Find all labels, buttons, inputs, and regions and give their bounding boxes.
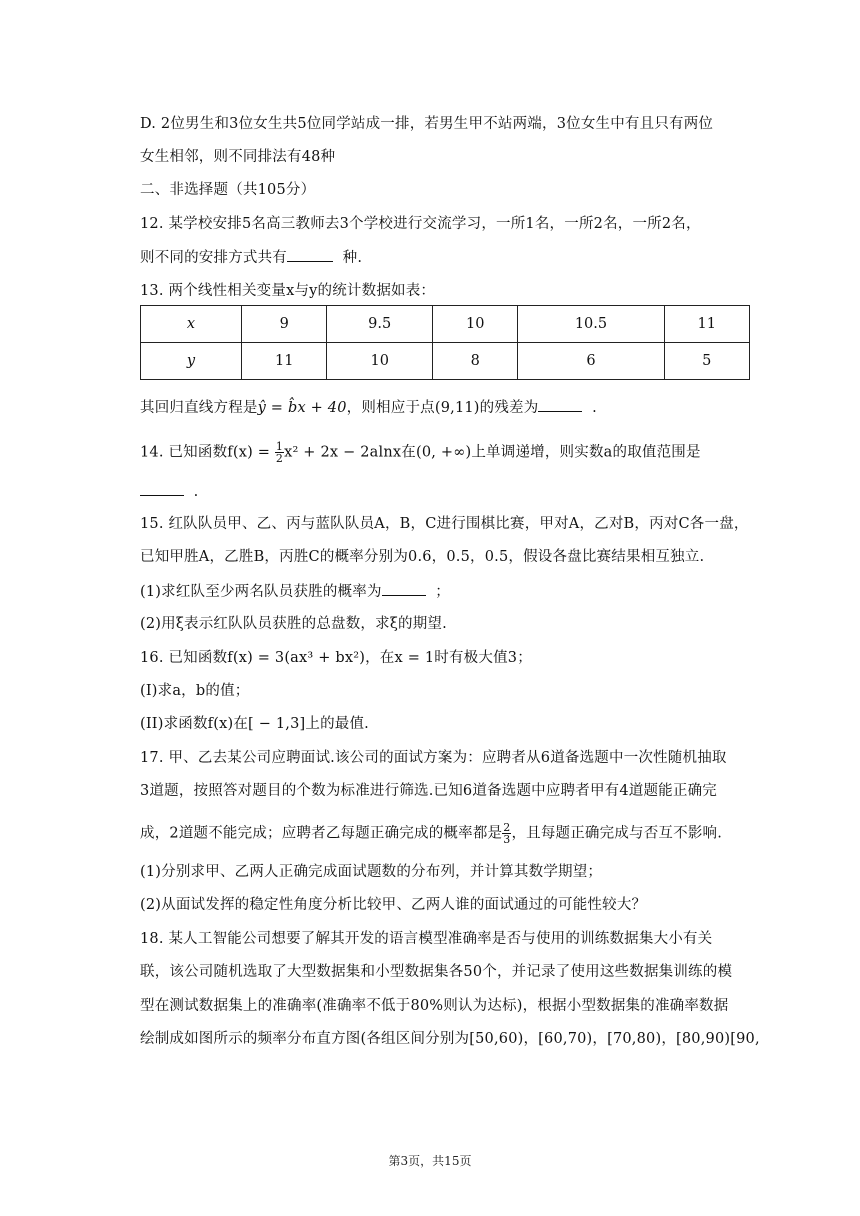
- q17-line-3: [140, 822, 722, 845]
- table-cell: 6: [518, 343, 664, 380]
- q14-text-2: x² + 2x − 2alnx在(0, +∞)上单调递增，则实数a的取值范围是: [284, 444, 701, 461]
- q16-line-1: 16. 已知函数f(x) = 3(ax³ + bx²)，在x = 1时有极大值3；: [140, 650, 532, 666]
- table-header-x: x: [141, 306, 242, 343]
- fraction-numerator: 2: [503, 821, 511, 834]
- option-d-line-1: D. 2位男生和3位女生共5位同学站成一排，若男生甲不站两端，3位女生中有且只有两位: [140, 116, 714, 132]
- option-d-line-2: 女生相邻，则不同排法有48种: [140, 149, 336, 165]
- fraction-denominator: 3: [503, 833, 511, 846]
- q17-line-1: 17. 甲、乙去某公司应聘面试.该公司的面试方案为：应聘者从6道备选题中一次性随机抽取: [140, 750, 727, 766]
- data-table: [140, 305, 750, 380]
- table-row-y: [141, 343, 750, 380]
- q12-line-1: 12. 某学校安排5名高三教师去3个学校进行交流学习，一所1名，一所2名，一所2名，: [140, 216, 701, 232]
- q15-part1-text: (1)求红队至少两名队员获胜的概率为: [140, 584, 382, 600]
- q15-line-3: [140, 581, 450, 602]
- page-footer: 第3页，共15页: [388, 1154, 472, 1168]
- q18-line-2: 联，该公司随机选取了大型数据集和小型数据集各50个，并记录了使用这些数据集训练的模: [140, 964, 733, 980]
- q16-line-2: (I)求a，b的值；: [140, 683, 250, 699]
- q13-answer-blank: [538, 397, 582, 412]
- q12-end: 种.: [342, 250, 363, 266]
- q13-reg-text: 其回归直线方程是: [140, 400, 258, 416]
- table-cell: 11: [664, 306, 749, 343]
- q14-line-2: [140, 481, 198, 502]
- q14-answer-blank: [140, 481, 184, 496]
- q12-line-2: [140, 247, 362, 268]
- fraction-half: [275, 441, 284, 464]
- q17-line-2: 3道题，按照答对题目的个数为标准进行筛选.已知6道备选题中应聘者甲有4道题能正确完: [140, 783, 717, 799]
- q17-text: 成，2道题不能完成；应聘者乙每题正确完成的概率都是: [140, 825, 503, 842]
- q13-regression-line: [140, 397, 597, 418]
- q15-line-1: 15. 红队队员甲、乙、丙与蓝队队员A，B，C进行围棋比赛，甲对A，乙对B，丙对C各一盘，: [140, 516, 749, 532]
- q18-line-3: 型在测试数据集上的准确率(准确率不低于80%则认为达标)，根据小型数据集的准确率数据: [140, 998, 729, 1014]
- table-header-y: y: [141, 343, 242, 380]
- fraction-denominator: 2: [275, 452, 284, 465]
- table-cell: 9.5: [327, 306, 433, 343]
- q18-line-4: 绘制成如图所示的频率分布直方图(各组区间分别为[50,60)，[60,70)，[70,80)，[80,90)[90,: [140, 1031, 760, 1047]
- table-row-x: [141, 306, 750, 343]
- q14-end: .: [193, 484, 199, 500]
- q12-answer-blank: [287, 247, 333, 262]
- q12-text: 则不同的安排方式共有: [140, 250, 287, 266]
- regression-formula: ŷ = b̂x + 40: [257, 400, 347, 416]
- q13-reg-text-2: ，则相应于点(9,11)的残差为: [346, 400, 539, 416]
- fraction-numerator: 1: [275, 440, 284, 453]
- table-cell: 5: [664, 343, 749, 380]
- q14-text: 14. 已知函数f(x) =: [140, 444, 275, 461]
- q15-part1-end: ；: [435, 584, 450, 600]
- q17-line-5: (2)从面试发挥的稳定性角度分析比较甲、乙两人谁的面试通过的可能性较大？: [140, 897, 647, 913]
- table-cell: 10.5: [518, 306, 664, 343]
- table-cell: 9: [242, 306, 327, 343]
- section-title: 二、非选择题（共105分）: [140, 182, 316, 198]
- q15-line-2: 已知甲胜A，乙胜B，丙胜C的概率分别为0.6，0.5，0.5，假设各盘比赛结果相互独立.: [140, 549, 705, 565]
- table-cell: 8: [433, 343, 518, 380]
- q14-line-1: [140, 441, 701, 464]
- q17-text-2: ，且每题正确完成与否互不影响.: [511, 825, 723, 842]
- q15-answer-blank: [382, 581, 426, 596]
- q18-line-1: 18. 某人工智能公司想要了解其开发的语言模型准确率是否与使用的训练数据集大小有关: [140, 931, 713, 947]
- q15-line-4: (2)用ξ表示红队队员获胜的总盘数，求ξ的期望.: [140, 616, 447, 632]
- q13-end: .: [592, 400, 597, 416]
- q13-line: 13. 两个线性相关变量x与y的统计数据如表：: [140, 283, 436, 299]
- table-cell: 10: [327, 343, 433, 380]
- q17-line-4: (1)分别求甲、乙两人正确完成面试题数的分布列，并计算其数学期望；: [140, 864, 603, 880]
- table-cell: 10: [433, 306, 518, 343]
- q16-line-3: (II)求函数f(x)在[ − 1,3]上的最值.: [140, 716, 369, 732]
- table-cell: 11: [242, 343, 327, 380]
